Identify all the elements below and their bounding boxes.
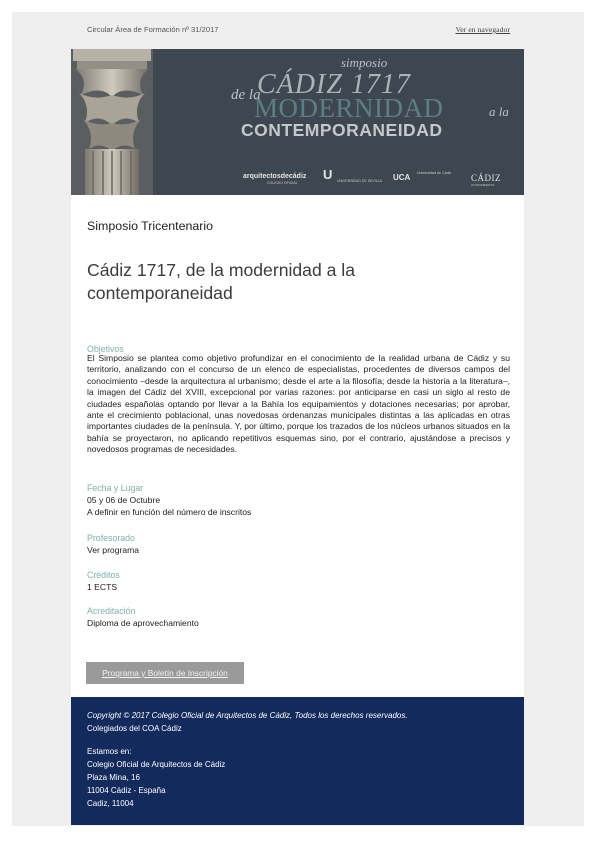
- preheader: [87, 25, 510, 37]
- footer-estamos-en: Estamos en:: [87, 747, 132, 756]
- banner-contemporaneidad-text: CONTEMPORANEIDAD: [241, 120, 443, 140]
- acreditacion-text: Diploma de aprovechamiento: [87, 618, 199, 628]
- page-title: Cádiz 1717, de la modernidad a la contemporaneidad: [87, 260, 355, 303]
- fecha-lugar-label: Fecha y Lugar: [87, 483, 144, 493]
- universidad-sevilla-logo-text: UNIVERSIDAD DE SEVILLA: [337, 179, 382, 183]
- corinthian-column-image: [71, 49, 153, 195]
- objetivos-label: Objetivos: [87, 344, 124, 354]
- footer-street: Plaza Mina, 16: [87, 773, 140, 782]
- objetivos-text: El Simposio se plantea como objetivo profundizar en el conocimiento de la realidad urbana de Cádiz y su territorio, analizando con el concurso de un elenco de especialistas, procedentes de diversos campos del conocimiento –desde la arquitectura al urbanismo; desde el arte a la filosofía; desde la historia a la literatura–, la imagen del Cádiz del XVIII, excepcional por varias razones: por anticiparse en casi un siglo al resto de ciudades españolas optando por llevar a la Bahía los equipamientos y dotaciones necesarias; por aprobar, ante el crecimiento poblacional, unas novedosas ordenanzas municipales distintas a las aplicadas en otras importantes ciudades de la península. Y, por último, porque los trazados de los núcleos urbanos situados en la bahía se proyectaron, no aplicando repetitivos esquemas sino, por el contrario, ajustándose a precisos y novedosos programas de necesidades.: [87, 353, 510, 455]
- cadiz-city-logo-sub: AYUNTAMIENTO: [471, 183, 495, 187]
- email-card: [71, 49, 524, 825]
- banner-a-la-text: a la: [489, 104, 509, 119]
- lugar-text: A definir en función del número de inscritos: [87, 507, 252, 517]
- banner-modernidad-text: MODERNIDAD: [254, 93, 444, 123]
- symposium-banner: [71, 49, 524, 195]
- creditos-text: 1 ECTS: [87, 582, 118, 592]
- arquitectos-cadiz-logo-sub: COLEGIO OFICIAL: [267, 181, 298, 185]
- banner-simposio-text: simposio: [341, 55, 388, 70]
- footer-postal: 11004 Cádiz - España: [87, 786, 166, 795]
- acreditacion-label: Acreditación: [87, 606, 136, 616]
- uca-logo: UCA: [393, 173, 411, 182]
- creditos-label: Créditos: [87, 570, 120, 580]
- footer-copyright: Copyright © 2017 Colegio Oficial de Arquitectos de Cádiz, Todos los derechos reservados.: [87, 711, 408, 720]
- kicker-heading: Simposio Tricentenario: [87, 219, 214, 233]
- footer-city: Cadiz, 11004: [87, 799, 134, 808]
- universidad-sevilla-logo-mark: U: [323, 167, 333, 182]
- footer-colegiados: Colegiados del COA Cádiz: [87, 724, 182, 733]
- circular-number: Circular Área de Formación nº 31/2017: [87, 25, 219, 34]
- cadiz-city-logo: CÁDIZ: [471, 173, 501, 183]
- banner-de-la-text: de la: [231, 87, 261, 103]
- programa-inscripcion-button[interactable]: Programa y Boletín de Inscripción: [86, 662, 244, 684]
- profesorado-text: Ver programa: [87, 545, 140, 555]
- view-in-browser-link[interactable]: Ver en navegador: [455, 25, 510, 34]
- fecha-text: 05 y 06 de Octubre: [87, 495, 161, 505]
- footer-org: Colegio Oficial de Arquitectos de Cádiz: [87, 760, 226, 769]
- uca-logo-sub: Universidad de Cádiz: [417, 171, 452, 175]
- arquitectos-cadiz-logo: arquitectosdecádiz: [243, 173, 307, 180]
- banner-cadiz-1717-text: CÁDIZ 1717: [257, 69, 411, 100]
- profesorado-label: Profesorado: [87, 533, 135, 543]
- footer: [71, 697, 524, 825]
